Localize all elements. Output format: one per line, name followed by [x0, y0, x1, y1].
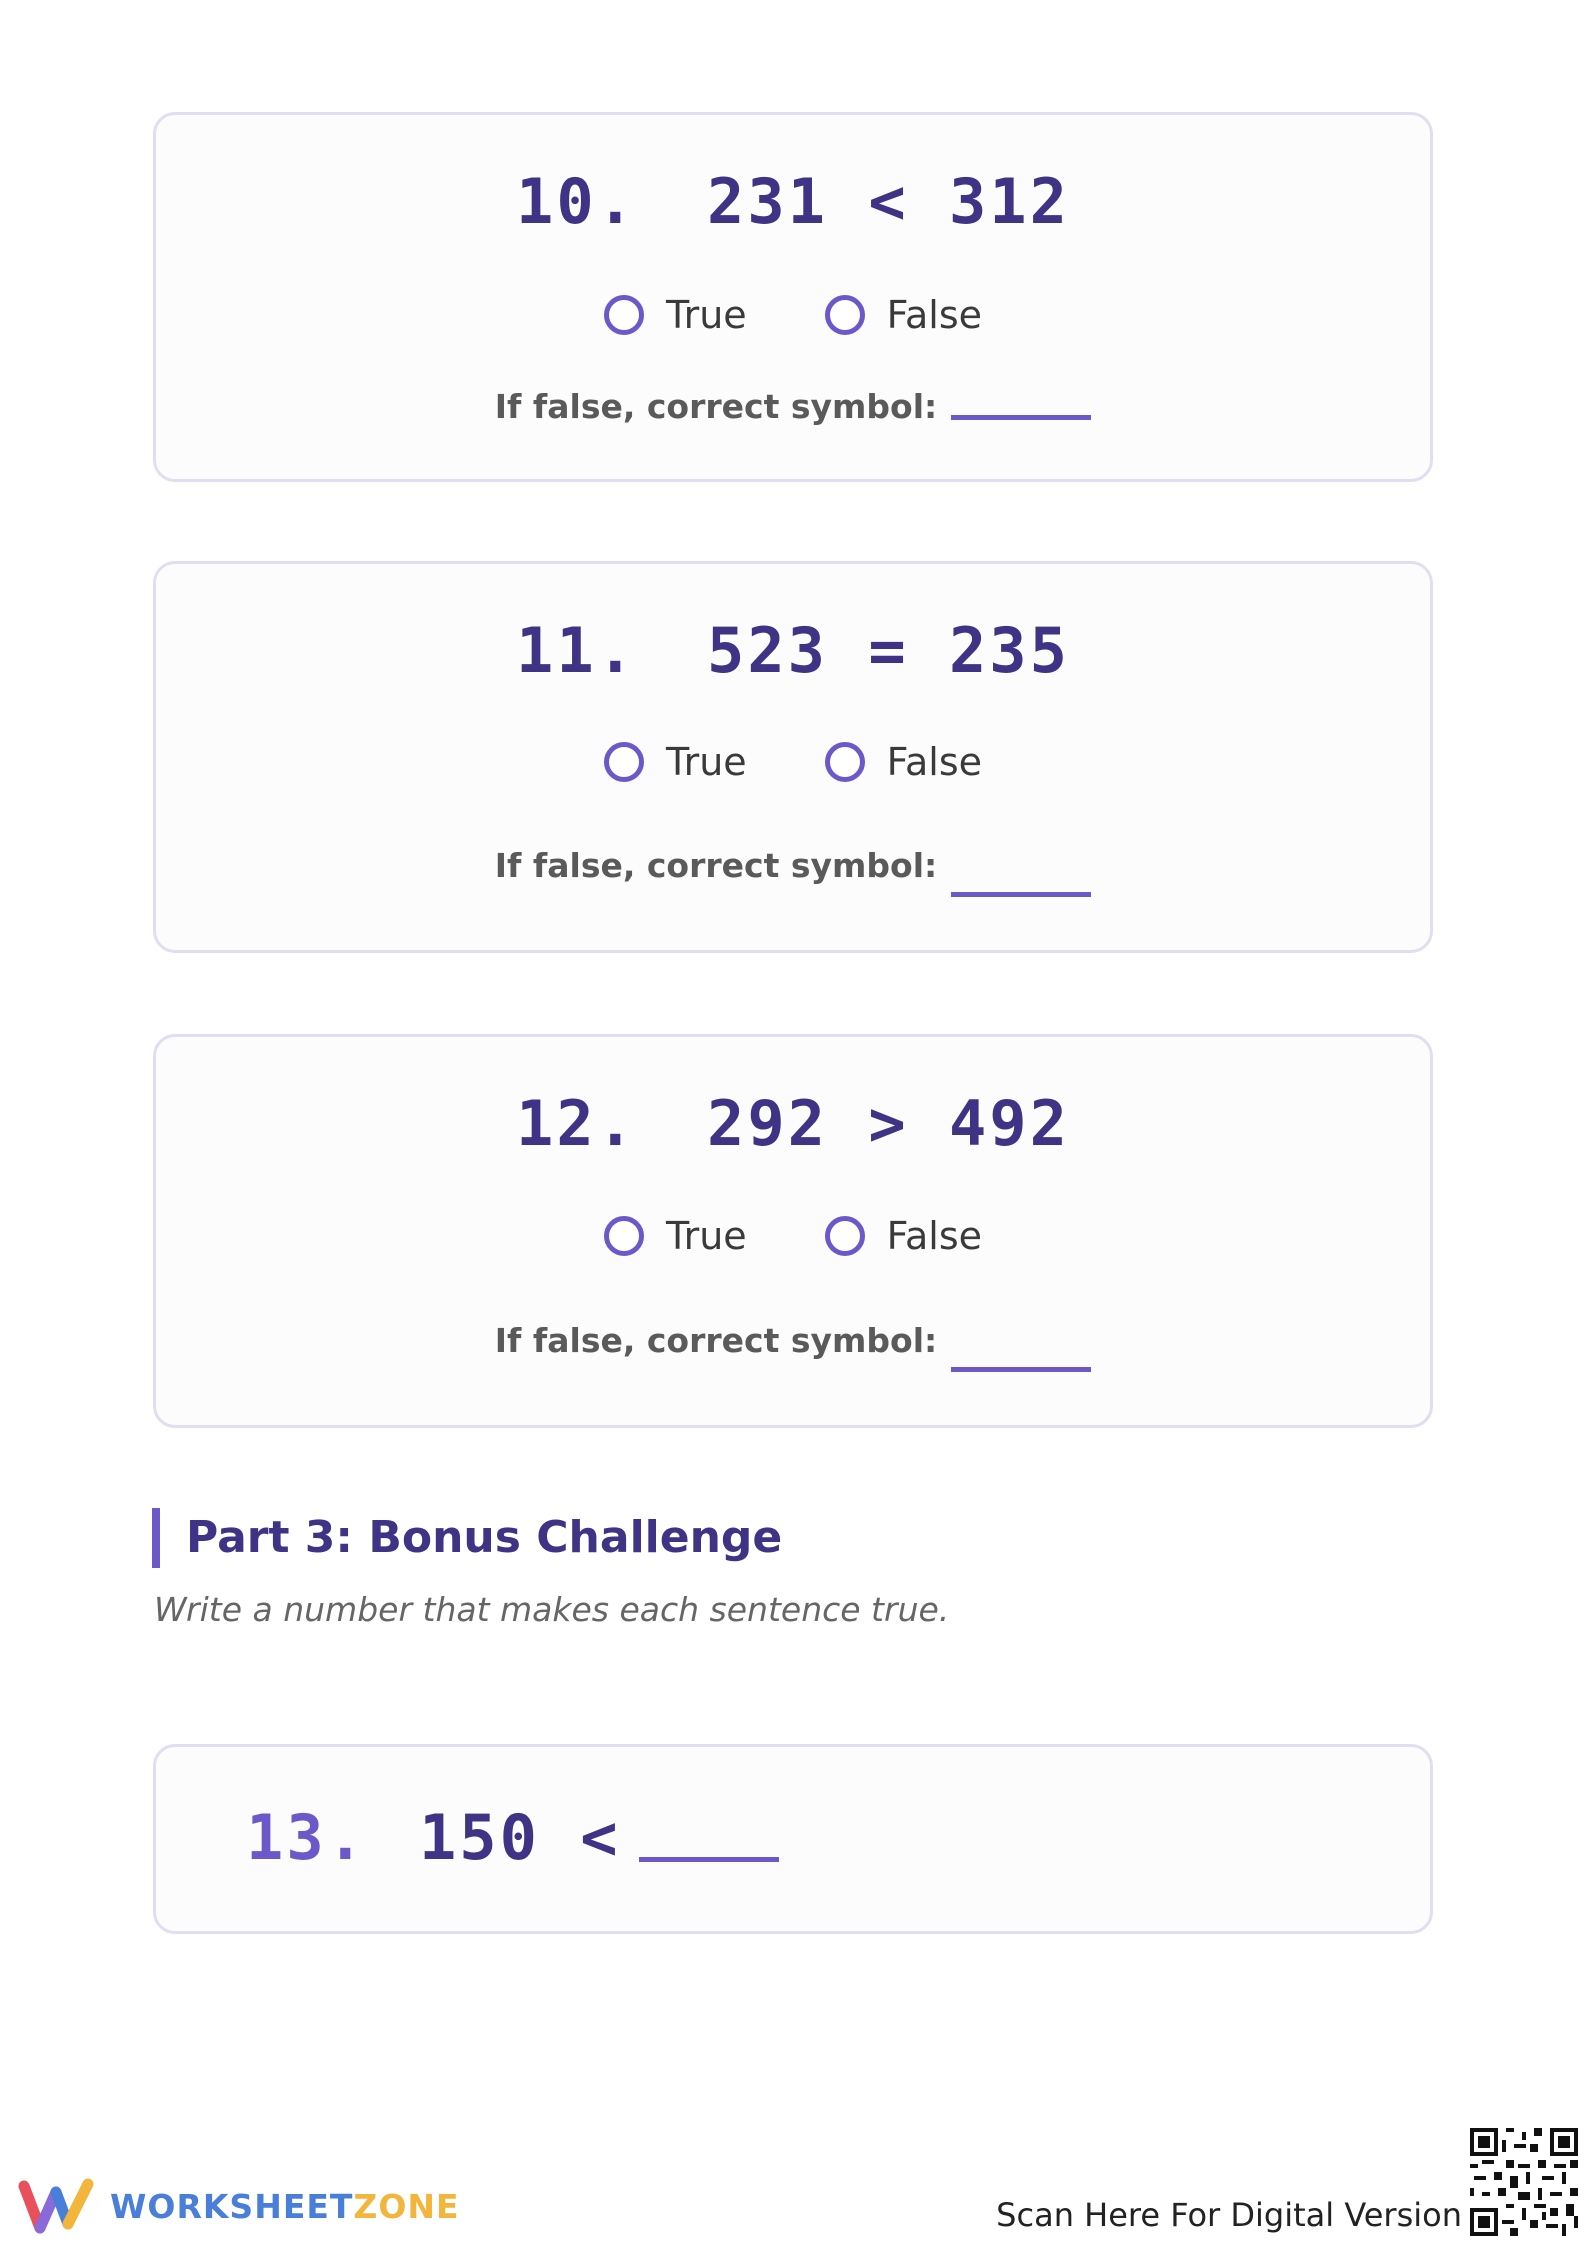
- bonus-expression: [246, 1801, 779, 1874]
- section-title: Part 3: Bonus Challenge: [152, 1508, 782, 1568]
- w-logo-icon: [18, 2178, 96, 2234]
- scan-instruction: Scan Here For Digital Version: [996, 2196, 1462, 2234]
- comparison-statement: 231 < 312: [707, 165, 1070, 238]
- option-true-label: True: [665, 1214, 747, 1258]
- option-false-label: False: [886, 1214, 983, 1258]
- option-false[interactable]: [825, 293, 982, 337]
- answer-blank[interactable]: [951, 892, 1091, 897]
- answer-blank[interactable]: [951, 1367, 1091, 1372]
- question-card-12: [153, 1034, 1433, 1428]
- question-expression: [156, 165, 1430, 238]
- question-number: 13.: [246, 1801, 367, 1874]
- question-number: 12.: [516, 1087, 638, 1160]
- question-card-10: [153, 112, 1433, 482]
- true-false-options: [156, 293, 1430, 337]
- option-false-label: False: [886, 740, 983, 784]
- question-number: 11.: [516, 614, 638, 687]
- question-number: 10.: [516, 165, 638, 238]
- question-expression: [156, 614, 1430, 687]
- brand-logo[interactable]: [18, 2178, 460, 2234]
- correct-symbol-label: If false, correct symbol:: [494, 387, 938, 426]
- radio-circle-icon[interactable]: [604, 1216, 644, 1256]
- option-true[interactable]: [604, 1214, 747, 1258]
- comparison-statement: 292 > 492: [707, 1087, 1070, 1160]
- radio-circle-icon[interactable]: [604, 742, 644, 782]
- comparison-statement: 150 <: [418, 1801, 621, 1874]
- brand-name-part2: ZONE: [353, 2186, 460, 2226]
- question-expression: [156, 1087, 1430, 1160]
- qr-code-icon[interactable]: [1470, 2128, 1578, 2236]
- option-false-label: False: [886, 293, 983, 337]
- question-card-11: [153, 561, 1433, 953]
- true-false-options: [156, 1214, 1430, 1258]
- correct-symbol-label: If false, correct symbol:: [494, 846, 938, 885]
- option-true-label: True: [665, 293, 747, 337]
- true-false-options: [156, 740, 1430, 784]
- section-instruction: Write a number that makes each sentence true.: [154, 1590, 950, 1629]
- answer-blank[interactable]: [951, 415, 1091, 420]
- radio-circle-icon[interactable]: [825, 295, 865, 335]
- radio-circle-icon[interactable]: [604, 295, 644, 335]
- radio-circle-icon[interactable]: [825, 742, 865, 782]
- brand-name-part1: WORKSHEET: [110, 2186, 354, 2226]
- comparison-statement: 523 = 235: [707, 614, 1070, 687]
- correct-symbol-row: [156, 846, 1430, 897]
- correct-symbol-row: [156, 1321, 1430, 1372]
- brand-name: [110, 2187, 460, 2226]
- radio-circle-icon[interactable]: [825, 1216, 865, 1256]
- option-true[interactable]: [604, 740, 747, 784]
- bonus-card-13: [153, 1744, 1433, 1934]
- option-false[interactable]: [825, 740, 982, 784]
- answer-blank[interactable]: [639, 1857, 779, 1862]
- option-false[interactable]: [825, 1214, 982, 1258]
- correct-symbol-label: If false, correct symbol:: [494, 1321, 938, 1360]
- option-true[interactable]: [604, 293, 747, 337]
- correct-symbol-row: [156, 387, 1430, 426]
- option-true-label: True: [665, 740, 747, 784]
